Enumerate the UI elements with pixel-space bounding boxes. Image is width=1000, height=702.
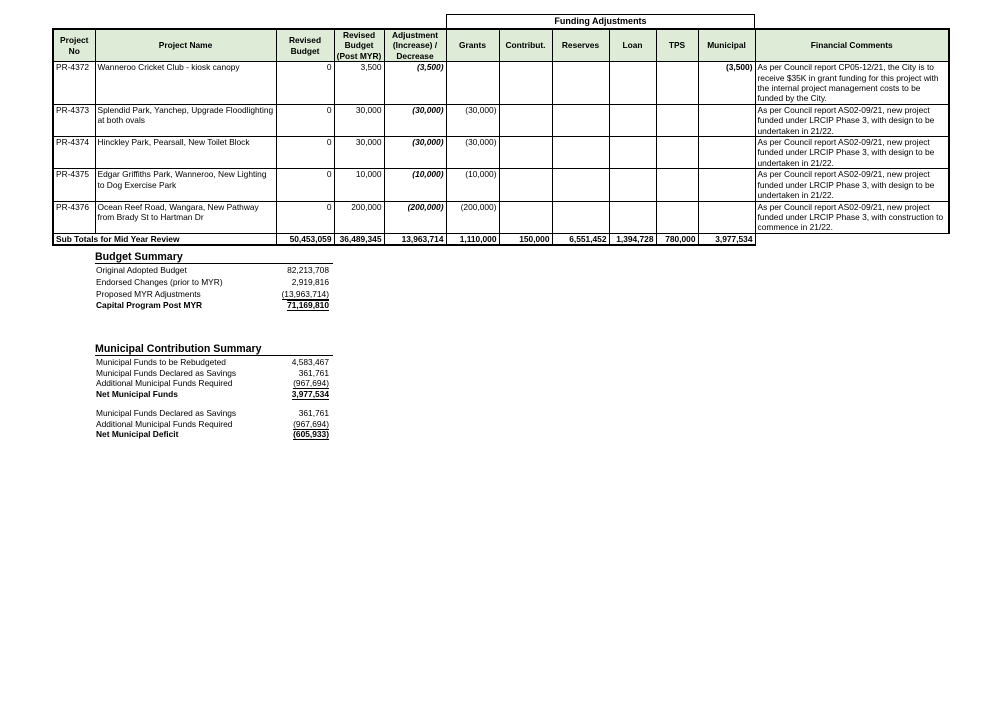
- col-revised-budget: Revised Budget: [276, 29, 334, 62]
- summary-label: Municipal Funds Declared as Savings: [96, 408, 237, 418]
- table-header-row: [53, 29, 949, 62]
- contribut: [499, 169, 552, 201]
- grants: (200,000): [446, 201, 499, 233]
- summary-label: Additional Municipal Funds Required: [96, 418, 233, 429]
- summary-row: [95, 368, 333, 379]
- summary-value: 3,977,534: [291, 388, 329, 399]
- grants: (30,000): [446, 104, 499, 136]
- project-name: Wanneroo Cricket Club - kiosk canopy: [95, 62, 276, 105]
- subtotal-reserves: 6,551,452: [552, 233, 609, 245]
- summary-value: (967,694): [293, 378, 329, 388]
- financial-comment: As per Council report AS02-09/21, new project funded under LRCIP Phase 3, with design to be undertaken in 21/22.: [755, 137, 949, 169]
- summary-spacer: [95, 399, 333, 408]
- summary-value: (13,963,714): [281, 288, 329, 299]
- summary-row: [95, 357, 333, 368]
- grants: [446, 62, 499, 105]
- col-project-name: Project Name: [95, 29, 276, 62]
- summary-value: 4,583,467: [291, 357, 329, 367]
- summary-label: Municipal Funds to be Rebudgeted: [96, 357, 226, 367]
- summary-row: [95, 289, 333, 301]
- subtotal-revised-budget-post: 36,489,345: [334, 233, 384, 245]
- col-contribut: Contribut.: [499, 29, 552, 62]
- contribut: [499, 137, 552, 169]
- subtotal-loan: 1,394,728: [609, 233, 656, 245]
- revised-budget: 0: [276, 201, 334, 233]
- adjustment: (10,000): [384, 169, 446, 201]
- summary-row: [95, 378, 333, 389]
- municipal: [698, 169, 755, 201]
- summary-total-row: [95, 300, 333, 312]
- project-name: Hinckley Park, Pearsall, New Toilet Block: [95, 137, 276, 169]
- subtotal-grants: 1,110,000: [446, 233, 499, 245]
- loan: [609, 104, 656, 136]
- financial-comment: As per Council report AS02-09/21, new project funded under LRCIP Phase 3, with construction to commence in 21/22.: [755, 201, 949, 233]
- tps: [656, 104, 698, 136]
- subtotal-revised-budget: 50,453,059: [276, 233, 334, 245]
- table-row: [53, 137, 949, 169]
- summary-label: Capital Program Post MYR: [96, 300, 203, 311]
- summary-value: 361,761: [298, 408, 329, 418]
- subtotal-blank: [755, 233, 949, 245]
- subtotal-tps: 780,000: [656, 233, 698, 245]
- project-name: Splendid Park, Yanchep, Upgrade Floodlighting at both ovals: [95, 104, 276, 136]
- summary-total-row: [95, 429, 333, 440]
- summary-label: Proposed MYR Adjustments: [96, 288, 201, 299]
- reserves: [552, 104, 609, 136]
- subtotal-contribut: 150,000: [499, 233, 552, 245]
- table-row: [53, 62, 949, 105]
- project-name: Ocean Reef Road, Wangara, New Pathway from Brady St to Hartman Dr: [95, 201, 276, 233]
- revised-budget-post: 3,500: [334, 62, 384, 105]
- project-name: Edgar Griffiths Park, Wanneroo, New Lighting to Dog Exercise Park: [95, 169, 276, 201]
- loan: [609, 62, 656, 105]
- loan: [609, 201, 656, 233]
- col-reserves: Reserves: [552, 29, 609, 62]
- table-row: [53, 104, 949, 136]
- municipal-summary-title: Municipal Contribution Summary: [95, 343, 333, 356]
- subtotal-municipal: 3,977,534: [698, 233, 755, 245]
- grants: (30,000): [446, 137, 499, 169]
- revised-budget: 0: [276, 137, 334, 169]
- municipal: [698, 104, 755, 136]
- tps: [656, 62, 698, 105]
- budget-summary-title: Budget Summary: [95, 251, 333, 264]
- col-loan: Loan: [609, 29, 656, 62]
- grants: (10,000): [446, 169, 499, 201]
- summary-value: (605,933): [293, 429, 329, 439]
- loan: [609, 169, 656, 201]
- loan: [609, 137, 656, 169]
- summary-label: Endorsed Changes (prior to MYR): [96, 276, 223, 287]
- municipal-contribution-summary: [95, 343, 333, 440]
- municipal: (3,500): [698, 62, 755, 105]
- summary-value: 82,213,708: [287, 265, 329, 275]
- contribut: [499, 201, 552, 233]
- project-no: PR-4372: [53, 62, 95, 105]
- reserves: [552, 201, 609, 233]
- revised-budget-post: 30,000: [334, 104, 384, 136]
- adjustment: (200,000): [384, 201, 446, 233]
- summary-value: 71,169,810: [287, 300, 329, 311]
- summary-label: Original Adopted Budget: [96, 265, 187, 275]
- tps: [656, 201, 698, 233]
- reserves: [552, 62, 609, 105]
- budget-summary: [95, 251, 333, 312]
- contribut: [499, 104, 552, 136]
- adjustment: (30,000): [384, 137, 446, 169]
- table-row: [53, 201, 949, 233]
- summary-total-row: [95, 389, 333, 400]
- revised-budget-post: 10,000: [334, 169, 384, 201]
- municipal: [698, 137, 755, 169]
- subtotal-adjustment: 13,963,714: [384, 233, 446, 245]
- tps: [656, 137, 698, 169]
- revised-budget-post: 30,000: [334, 137, 384, 169]
- summary-label: Net Municipal Deficit: [96, 429, 179, 439]
- revised-budget-post: 200,000: [334, 201, 384, 233]
- summary-value: (967,694): [293, 418, 329, 429]
- financial-comment: As per Council report AS02-09/21, new project funded under LRCIP Phase 3, with design to be undertaken in 21/22.: [755, 169, 949, 201]
- financial-comment: As per Council report AS02-09/21, new project funded under LRCIP Phase 3, with design to be undertaken in 21/22.: [755, 104, 949, 136]
- reserves: [552, 137, 609, 169]
- municipal: [698, 201, 755, 233]
- col-project-no: Project No: [53, 29, 95, 62]
- adjustment: (30,000): [384, 104, 446, 136]
- financial-comment: As per Council report CP05-12/21, the City is to receive $35K in grant funding for this project with the internal project management costs to be funded by the City.: [755, 62, 949, 105]
- summary-value: 2,919,816: [291, 276, 329, 287]
- summary-value: 361,761: [298, 367, 329, 378]
- adjustment: (3,500): [384, 62, 446, 105]
- col-tps: TPS: [656, 29, 698, 62]
- summary-row: [95, 419, 333, 430]
- summary-label: Additional Municipal Funds Required: [96, 378, 233, 388]
- revised-budget: 0: [276, 169, 334, 201]
- revised-budget: 0: [276, 104, 334, 136]
- subtotal-row: [53, 233, 949, 245]
- reserves: [552, 169, 609, 201]
- project-no: PR-4373: [53, 104, 95, 136]
- summary-label: Municipal Funds Declared as Savings: [96, 367, 237, 378]
- col-municipal: Municipal: [698, 29, 755, 62]
- col-revised-budget-post: Revised Budget (Post MYR): [334, 29, 384, 62]
- project-no: PR-4375: [53, 169, 95, 201]
- summary-label: Net Municipal Funds: [96, 388, 178, 399]
- project-no: PR-4374: [53, 137, 95, 169]
- summary-row: [95, 277, 333, 289]
- subtotal-label: Sub Totals for Mid Year Review: [53, 233, 276, 245]
- summary-row: [95, 265, 333, 277]
- revised-budget: 0: [276, 62, 334, 105]
- col-comments: Financial Comments: [755, 29, 949, 62]
- col-adjustment: Adjustment (Increase) / Decrease: [384, 29, 446, 62]
- table-row: [53, 169, 949, 201]
- project-no: PR-4376: [53, 201, 95, 233]
- funding-adjustments-header: Funding Adjustments: [446, 14, 755, 29]
- tps: [656, 169, 698, 201]
- capital-projects-table: [52, 28, 950, 246]
- col-grants: Grants: [446, 29, 499, 62]
- summary-row: [95, 408, 333, 419]
- contribut: [499, 62, 552, 105]
